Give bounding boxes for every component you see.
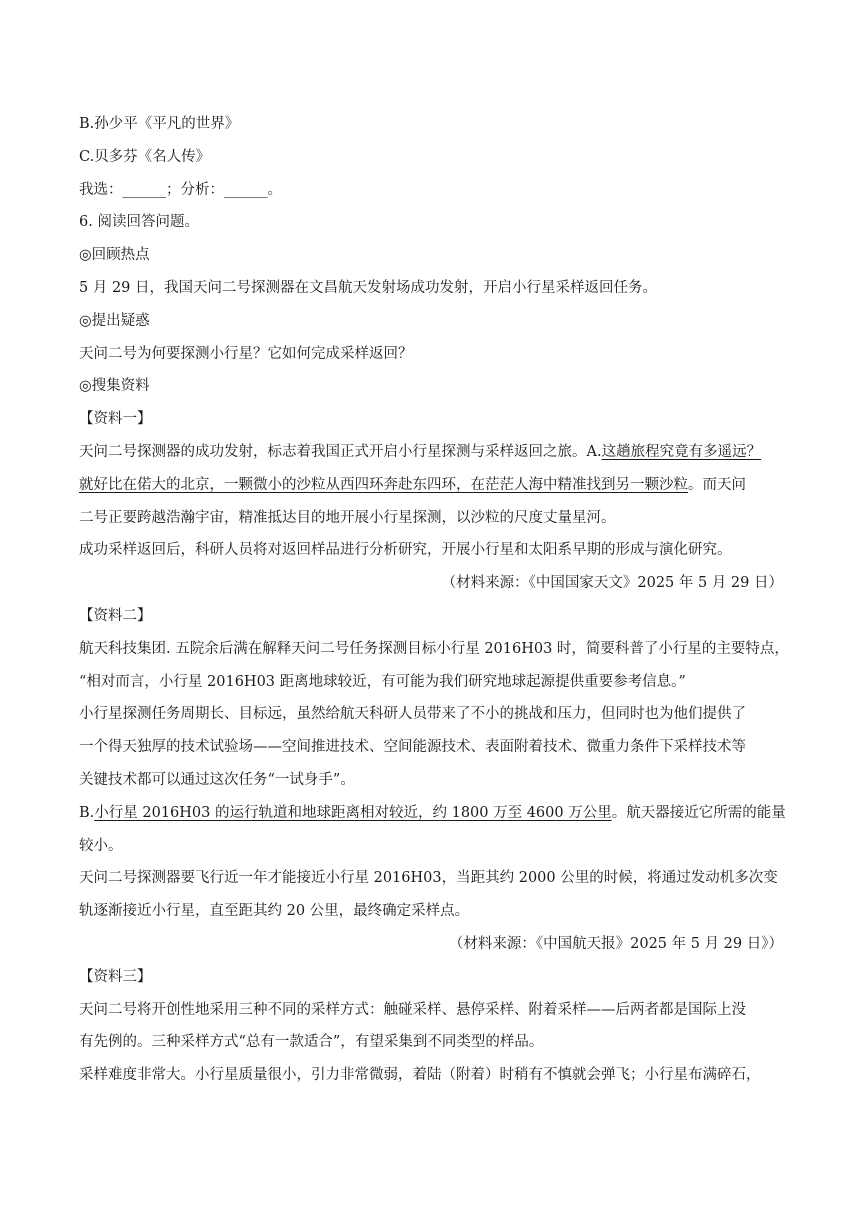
material-1-line-3: 二号正要跨越浩瀚宇宙，精准抵达目的地开展小行星探测，以沙粒的尺度丈量星河。 bbox=[79, 509, 616, 526]
material-2-source: （材料来源：《中国航天报》2025 年 5 月 29 日》） bbox=[448, 935, 783, 952]
material-1-source: （材料来源：《中国国家天文》2025 年 5 月 29 日） bbox=[441, 575, 783, 592]
material-2-line-7: 较小。 bbox=[79, 837, 123, 854]
material-2-line-6: B.小行星 2016H03 的运行轨道和地球距离相对较近，约 1800 万至 4600 万公里。航天器接近它所需的能量 bbox=[79, 804, 786, 821]
material-2-heading: 【资料二】 bbox=[79, 607, 152, 624]
hotspot-text: 5 月 29 日，我国天问二号探测器在文昌航天发射场成功发射，开启小行星采样返回任务。 bbox=[79, 279, 657, 296]
option-c: C.贝多芬《名人传》 bbox=[79, 148, 211, 165]
material-2-line-9: 轨逐渐接近小行星，直至距其约 20 公里，最终确定采样点。 bbox=[79, 903, 470, 920]
section-raise-question: ◎提出疑惑 bbox=[79, 312, 150, 329]
answer-blank-line: 我选：______；分析：______。 bbox=[79, 181, 282, 198]
section-review-hotspot: ◎回顾热点 bbox=[79, 247, 150, 264]
material-2-line-1: 航天科技集团. 五院余后满在解释天问二号任务探测目标小行星 2016H03 时，简要科普了小行星的主要特点， bbox=[79, 640, 789, 657]
material-1-line-2: 就好比在偌大的北京，一颗微小的沙粒从西四环奔赴东四环，在茫茫人海中精准找到另一颗沙粒。而天问 bbox=[79, 476, 746, 493]
material-3-heading: 【资料三】 bbox=[79, 968, 152, 985]
material-2-line-8: 天问二号探测器要飞行近一年才能接近小行星 2016H03，当距其约 2000 公里的时候，将通过发动机多次变 bbox=[79, 870, 778, 887]
material-3-line-2: 有先例的。三种采样方式“总有一款适合”，有望采集到不同类型的样品。 bbox=[79, 1034, 544, 1051]
material-3-line-1: 天问二号将开创性地采用三种不同的采样方式：触碰采样、悬停采样、附着采样——后两者都是国际上没 bbox=[79, 1001, 746, 1018]
material-2-line-2: “相对而言，小行星 2016H03 距离地球较近，有可能为我们研究地球起源提供重要参考信息。” bbox=[79, 673, 686, 690]
underlined-sentence-a: 这趟旅程究竟有多遥远？ bbox=[601, 443, 762, 460]
material-2-line-4: 一个得天独厚的技术试验场——空间推进技术、空间能源技术、表面附着技术、微重力条件下采样技术等 bbox=[79, 739, 746, 756]
material-2-line-3: 小行星探测任务周期长、目标远，虽然给航天科研人员带来了不小的挑战和压力，但同时也为他们提供了 bbox=[79, 706, 746, 723]
material-2-line-5: 关键技术都可以通过这次任务“一试身手”。 bbox=[79, 771, 355, 788]
question-6-heading: 6. 阅读回答问题。 bbox=[79, 214, 199, 231]
material-3-line-3: 采样难度非常大。小行星质量很小，引力非常微弱，着陆（附着）时稍有不慎就会弹飞；小行星布满碎石， bbox=[79, 1067, 761, 1084]
document-body bbox=[79, 108, 789, 1092]
section-collect-material: ◎搜集资料 bbox=[79, 378, 150, 395]
material-1-heading: 【资料一】 bbox=[79, 411, 152, 428]
question-text: 天问二号为何要探测小行星？它如何完成采样返回？ bbox=[79, 345, 413, 362]
underlined-sentence-a-cont: 就好比在偌大的北京，一颗微小的沙粒从西四环奔赴东四环，在茫茫人海中精准找到另一颗沙粒 bbox=[79, 476, 688, 493]
option-b: B.孙少平《平凡的世界》 bbox=[79, 116, 240, 132]
underlined-sentence-b: 小行星 2016H03 的运行轨道和地球距离相对较近，约 1800 万至 4600 万公里 bbox=[94, 804, 612, 821]
material-1-line-1: 天问二号探测器的成功发射，标志着我国正式开启小行星探测与采样返回之旅。A.这趟旅程究竟有多遥远？ bbox=[79, 443, 762, 460]
material-1-line-4: 成功采样返回后，科研人员将对返回样品进行分析研究，开展小行星和太阳系早期的形成与演化研究。 bbox=[79, 542, 732, 559]
